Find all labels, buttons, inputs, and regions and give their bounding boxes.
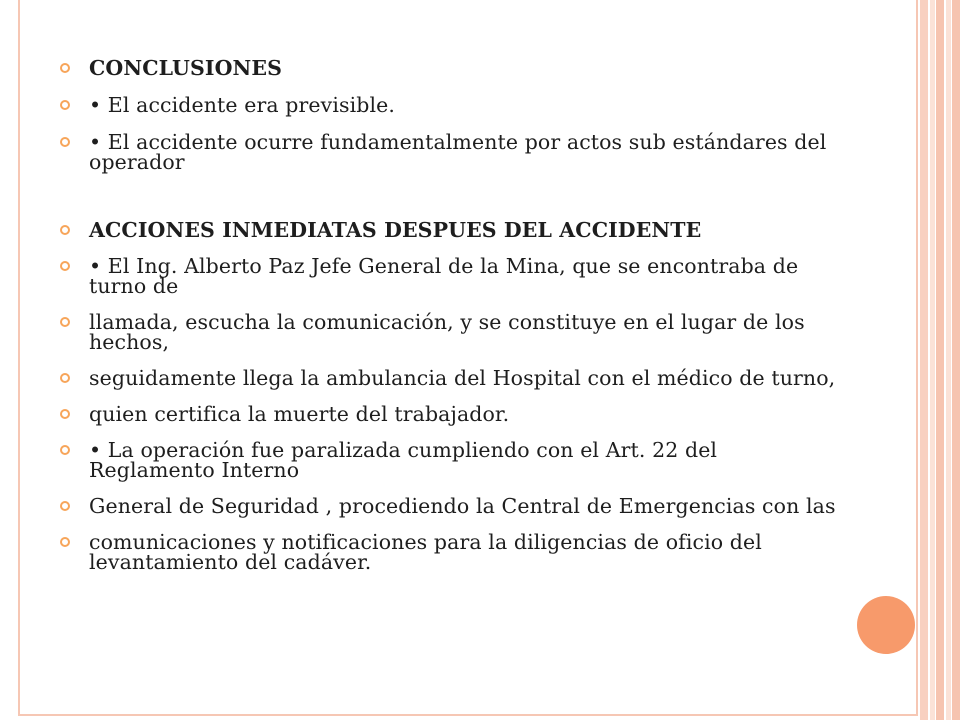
bullet-circle-icon <box>60 373 70 383</box>
slide-content-list <box>60 58 840 572</box>
item-text: llamada, escucha la comunicación, y se constituye en el lugar de los hechos, <box>89 310 805 354</box>
bullet-circle-icon <box>60 261 70 271</box>
bullet-circle-icon <box>60 409 70 419</box>
bullet-circle-icon <box>60 137 70 147</box>
item-text: seguidamente llega la ambulancia del Hospital con el médico de turno, <box>89 366 836 390</box>
list-item <box>60 404 840 424</box>
list-item <box>60 95 840 115</box>
item-text: General de Seguridad , procediendo la Central de Emergencias con las <box>89 494 836 518</box>
bullet-circle-icon <box>60 501 70 511</box>
decorative-stripe <box>920 0 928 720</box>
heading-conclusiones <box>60 58 840 78</box>
item-text: • La operación fue paralizada cumpliendo con el Art. 22 del Reglamento Interno <box>89 438 718 482</box>
item-text: • El accidente era previsible. <box>89 93 395 117</box>
decorative-stripe <box>946 0 951 720</box>
decorative-stripe <box>930 0 935 720</box>
list-item <box>60 368 840 388</box>
list-item <box>60 532 840 572</box>
item-text: ACCIONES INMEDIATAS DESPUES DEL ACCIDENTE <box>89 218 702 242</box>
bullet-circle-icon <box>60 445 70 455</box>
item-text: quien certifica la muerte del trabajador. <box>89 402 510 426</box>
decorative-stripe <box>936 0 944 720</box>
decorative-circle <box>857 596 915 654</box>
list-item <box>60 496 840 516</box>
decorative-stripe <box>952 0 960 720</box>
item-text: CONCLUSIONES <box>89 56 283 80</box>
heading-acciones-inmediatas <box>60 220 840 240</box>
list-item <box>60 256 840 296</box>
bullet-circle-icon <box>60 225 70 235</box>
list-item <box>60 312 840 352</box>
item-text: comunicaciones y notificaciones para la diligencias de oficio del levantamiento del cadáver. <box>89 530 762 574</box>
list-item <box>60 132 840 172</box>
bullet-circle-icon <box>60 317 70 327</box>
list-item <box>60 440 840 480</box>
item-text: • El Ing. Alberto Paz Jefe General de la Mina, que se encontraba de turno de <box>89 254 799 298</box>
bullet-circle-icon <box>60 537 70 547</box>
bullet-circle-icon <box>60 63 70 73</box>
bullet-circle-icon <box>60 100 70 110</box>
item-text: • El accidente ocurre fundamentalmente por actos sub estándares del operador <box>89 130 827 174</box>
